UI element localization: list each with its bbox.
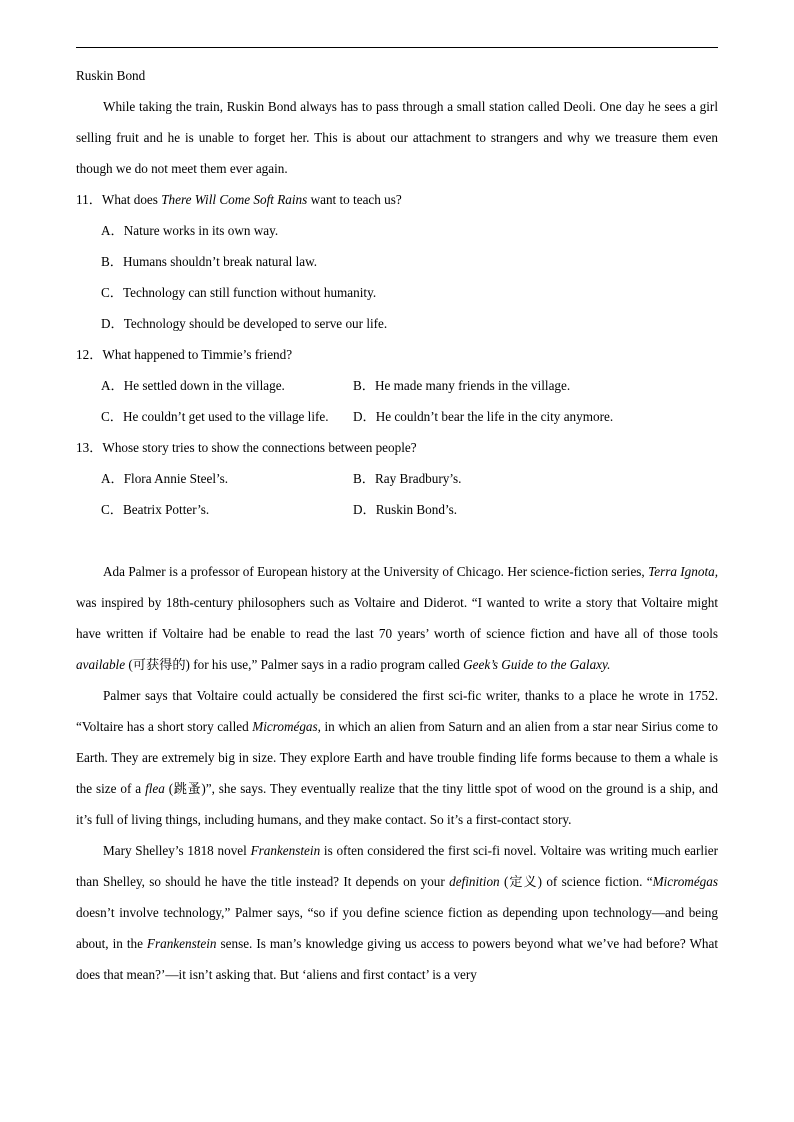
vocab-flea: flea [145,781,165,796]
q13-option-c: C．Beatrix Potter’s. [101,502,210,517]
question-number: 11． [76,192,102,207]
q11-option-c: C．Technology can still function without humanity. [101,285,377,300]
vocab-available: available [76,657,126,672]
question-13: 13．Whose story tries to show the connections between people? [76,440,417,455]
question-11: 11．What does There Will Come Soft Rains want to teach us? [76,192,402,207]
q13-options-row-1 [76,463,718,494]
section-heading: Ruskin Bond [76,68,146,83]
document-body [76,60,718,990]
q12-option-a: A．He settled down in the village. [101,378,285,393]
vocab-definition: definition [449,874,500,889]
novel-title-2: Frankenstein [146,936,217,951]
q12-option-c: C．He couldn’t get used to the village life. [101,409,329,424]
q12-option-d: D．He couldn’t bear the life in the city anymore. [353,409,614,424]
q13-options-row-2 [76,494,718,525]
novel-title: Frankenstein [250,843,321,858]
series-title: Terra Ignota, [648,564,719,579]
q13-option-d: D．Ruskin Bond’s. [353,502,458,517]
q12-option-b: B．He made many friends in the village. [353,378,571,393]
program-title: Geek’s Guide to the Galaxy. [463,657,611,672]
story-title-micromegas: Micromégas [252,719,318,734]
section-gap [76,525,718,556]
q11-option-a: A．Nature works in its own way. [101,223,279,238]
q12-options-row-2 [76,401,718,432]
question-12: 12．What happened to Timmie’s friend? [76,347,293,362]
passage-paragraph-3: Mary Shelley’s 1818 novel Frankenstein is often considered the first sci-fi novel. Voltaire was writing much earlier than Shelley, so should he have the title instead? It depends on your definition (定义) of science fiction. “Micromégas doesn’t involve technology,” Palmer says, “so if you define science fiction as depending upon technology—and being about, in the Frankenstein sense. Is man’s knowledge giving us access to powers beyond what we’ve had before? What does that mean?’—it isn’t asking that. But ‘aliens and first contact’ is a very [76,843,719,982]
q11-option-b: B．Humans shouldn’t break natural law. [101,254,318,269]
passage-paragraph-1: Ada Palmer is a professor of European history at the University of Chicago. Her science-fiction series, Terra Ignota, was inspired by 18th-century philosophers such as Voltaire and Diderot. “I wanted to write a story that Voltaire might have written if Voltaire had be enable to read the last 70 years’ worth of science fiction and have all of those tools available (可获得的) for his use,” Palmer says in a radio program called Geek’s Guide to the Galaxy. [76,564,719,672]
story-title: There Will Come Soft Rains [161,192,308,207]
header-rule [76,47,718,48]
story-title-micromegas-2: Micromégas [652,874,718,889]
passage-paragraph-2: Palmer says that Voltaire could actually be considered the first sci-fic writer, thanks to a place he wrote in 1752. “Voltaire has a short story called Micromégas, in which an alien from Saturn and an alien from a star near Sirius come to Earth. They are extremely big in size. They explore Earth and have trouble finding life forms because to them a whale is the size of a flea (跳蚤)”, she says. They eventually realize that the tiny little spot of wood on the ground is a ship, and it’s full of living things, including humans, and they make contact. So it’s a first-contact story. [76,688,718,827]
q13-option-b: B．Ray Bradbury’s. [353,471,462,486]
intro-paragraph: While taking the train, Ruskin Bond always has to pass through a small station called Deoli. One day he sees a girl selling fruit and he is unable to forget her. This is about our attachment to strangers and why we treasure them even though we do not meet them ever again. [76,99,718,176]
question-number: 13． [76,440,103,455]
q12-options-row-1 [76,370,718,401]
question-number: 12． [76,347,103,362]
q11-option-d: D．Technology should be developed to serve our life. [101,316,388,331]
q13-option-a: A．Flora Annie Steel’s. [101,471,229,486]
